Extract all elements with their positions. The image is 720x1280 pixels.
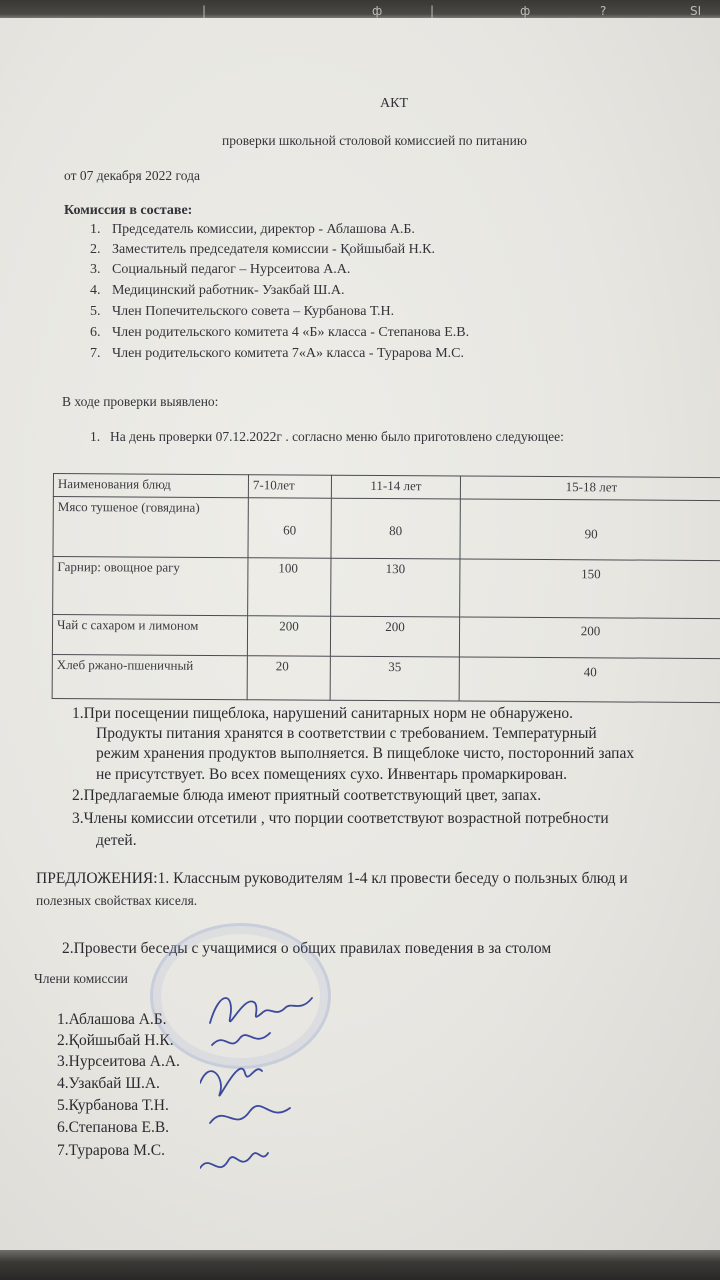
keyboard-edge xyxy=(0,0,720,20)
key-glyph: ф xyxy=(372,4,383,18)
list-item: 5.Курбанова Т.Н. xyxy=(57,1097,169,1114)
proposals-item-2: 2.Провести беседы с учащимися о общих правилах поведения в за столом xyxy=(62,940,552,957)
table-cell: Хлеб ржано-пшеничный xyxy=(52,654,247,699)
members-heading: Члени комиссии xyxy=(34,971,128,986)
signature-5 xyxy=(200,1153,268,1168)
list-item: 1.При посещении пищеблока, нарушений санитарных норм не обнаружено. xyxy=(72,705,574,722)
table-cell: 200 xyxy=(330,616,459,657)
key-glyph: ? xyxy=(600,4,607,18)
list-item: 1. Председатель комиссии, директор - Аблашова А.Б. xyxy=(90,222,415,237)
table-header-cell: 7-10лет xyxy=(248,475,331,499)
proposals-line-1: ПРЕДЛОЖЕНИЯ:1. Классным руководителям 1-4 кл провести беседу о пользных блюд и xyxy=(36,870,628,887)
table-row xyxy=(53,497,720,561)
table-header-cell: 15-18 лет xyxy=(460,476,720,501)
finding-item-1: 1. На день проверки 07.12.2022г . согласно меню было приготовлено следующее: xyxy=(90,429,564,444)
table-cell: 60 xyxy=(248,498,331,559)
list-item: 2.Предлагаемые блюда имеют приятный соответствующий цвет, запах. xyxy=(72,787,542,804)
list-item-continuation: не присутствует. Во всех помещениях сухо. Инвентарь промаркирован. xyxy=(96,766,567,783)
table-row xyxy=(52,615,720,659)
commission-heading: Комиссия в составе: xyxy=(64,203,193,218)
key-glyph: | xyxy=(202,4,207,18)
list-item: 3. Социальный педагог – Нурсеитова А.А. xyxy=(90,262,351,277)
key-glyph: SI xyxy=(690,4,702,18)
list-item: 4.Узакбай Ш.А. xyxy=(57,1075,160,1092)
table-cell: 20 xyxy=(247,656,330,701)
signatures xyxy=(200,983,340,1178)
list-item: 4. Медицинский работник- Узакбай Ш.А. xyxy=(90,283,345,298)
table-row xyxy=(52,654,720,702)
signature-4 xyxy=(210,1106,290,1123)
table-cell: 40 xyxy=(459,657,720,703)
doc-subtitle: проверки школьной столовой комиссией по питанию xyxy=(222,133,527,148)
table-cell: Чай с сахаром и лимоном xyxy=(52,615,247,656)
signature-1 xyxy=(210,998,312,1023)
list-item-continuation: режим хранения продуктов выполняется. В пищеблоке чисто, посторонний запах xyxy=(96,745,635,762)
list-item: 7.Турарова М.С. xyxy=(57,1142,165,1159)
table-row xyxy=(53,557,720,619)
list-item: 2. Заместитель председателя комиссии - Қойшыбай Н.К. xyxy=(90,242,436,257)
list-item: 7. Член родительского комитета 7«А» класса - Турарова М.С. xyxy=(90,346,464,361)
doc-title: АКТ xyxy=(380,96,408,111)
table-header-cell: 11-14 лет xyxy=(331,475,460,499)
list-item-continuation: детей. xyxy=(96,832,137,849)
list-item: 6. Член родительского комитета 4 «Б» класса - Степанова Е.В. xyxy=(90,325,470,340)
list-item: 3.Члены комиссии отсетили , что порции соответствуют возрастной потребности xyxy=(72,810,609,827)
list-item: 5. Член Попечительского совета – Курбанова Т.Н. xyxy=(90,304,395,319)
list-item-continuation: Продукты питания хранятся в соответствии с требованием. Температурный xyxy=(96,725,597,742)
table-cell: 130 xyxy=(331,558,460,617)
findings-heading: В ходе проверки выявлено: xyxy=(62,394,219,409)
table-cell: Мясо тушеное (говядина) xyxy=(53,497,248,558)
list-item: 2.Қойшыбай Н.К. xyxy=(57,1032,174,1049)
list-item: 6.Степанова Е.В. xyxy=(57,1119,170,1136)
table-cell: 80 xyxy=(331,498,460,559)
doc-date: от 07 декабря 2022 года xyxy=(64,168,200,183)
list-item: 1.Аблашова А.Б. xyxy=(57,1011,167,1028)
document-sheet xyxy=(0,18,720,1250)
table-cell: 35 xyxy=(330,656,459,701)
table-cell: 150 xyxy=(460,559,720,619)
table-header-cell: Наименования блюд xyxy=(53,474,248,498)
list-item: 3.Нурсеитова А.А. xyxy=(57,1053,180,1070)
key-glyph: | xyxy=(430,4,435,18)
table-cell: 100 xyxy=(248,558,331,617)
menu-table xyxy=(52,473,720,703)
signature-3 xyxy=(200,1069,262,1096)
table-cell: 200 xyxy=(459,617,720,659)
key-glyph: ф xyxy=(520,4,531,18)
table-cell: Гарнир: овощное рагу xyxy=(53,557,248,616)
proposals-line-2: полезных свойствах киселя. xyxy=(36,893,198,908)
table-cell: 90 xyxy=(460,499,720,561)
table-cell: 200 xyxy=(247,616,330,657)
signature-2 xyxy=(212,1033,270,1045)
